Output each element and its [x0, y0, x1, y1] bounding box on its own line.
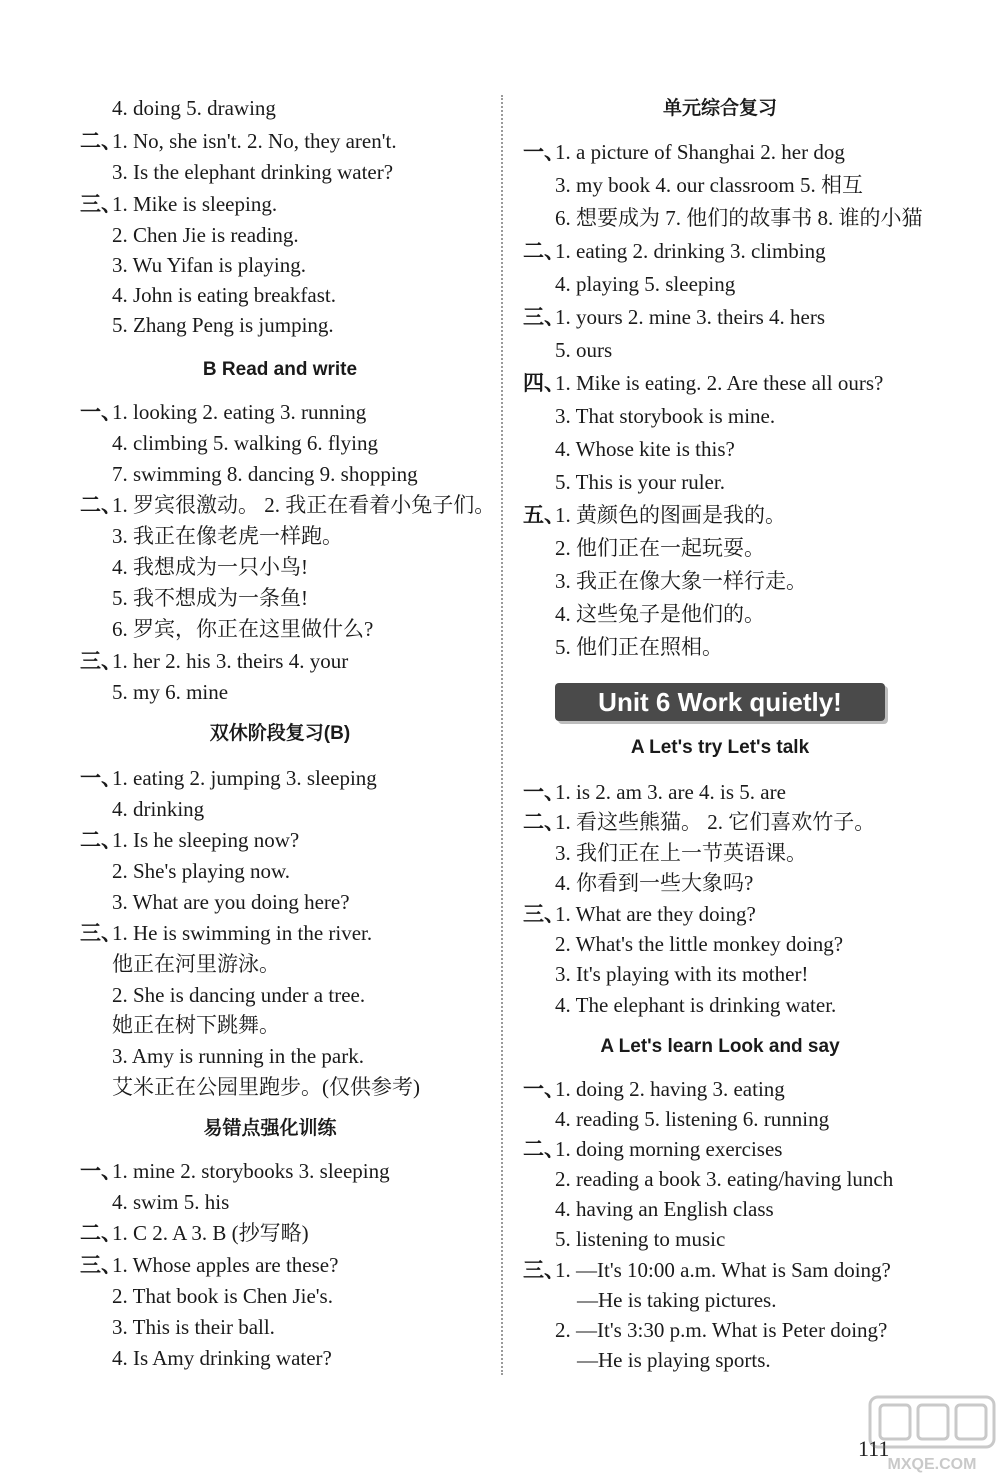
answer-line: 2. She's playing now. — [112, 859, 290, 883]
answer-line: 2. What's the little monkey doing? — [555, 932, 844, 956]
answer-line: 1. her 2. his 3. theirs 4. your — [112, 649, 349, 673]
section-heading: B Read and write — [202, 359, 358, 380]
answer-line: 1. 看这些熊猫。 2. 它们喜欢竹子。 — [555, 810, 876, 834]
answer-line: 1. —It's 10:00 a.m. What is Sam doing? — [555, 1258, 891, 1282]
answer-line: 3. Is the elephant drinking water? — [112, 160, 394, 184]
section-marker: 二、 — [523, 239, 565, 263]
answer-line: 2. —It's 3:30 p.m. What is Peter doing? — [555, 1318, 888, 1342]
answer-line: 2. 他们正在一起玩耍。 — [555, 536, 765, 560]
answer-line: 3. Wu Yifan is playing. — [112, 253, 306, 277]
section-marker: 二、 — [80, 493, 122, 517]
answer-line: 5. 他们正在照相。 — [555, 635, 723, 659]
section-marker: 五、 — [523, 503, 565, 527]
answer-line: 1. 罗宾很激动。 2. 我正在看着小兔子们。 — [112, 493, 496, 517]
answer-line: 5. 我不想成为一条鱼! — [112, 586, 308, 610]
answer-line: 3. 我正在像老虎一样跑。 — [112, 524, 343, 548]
answer-line: 6. 罗宾，你正在这里做什么? — [112, 617, 374, 641]
answer-line: 2. She is dancing under a tree. — [112, 983, 366, 1007]
answer-line: 1. eating 2. drinking 3. climbing — [555, 239, 826, 263]
answer-line: 4. John is eating breakfast. — [112, 283, 336, 307]
answer-line: 5. Zhang Peng is jumping. — [112, 313, 334, 337]
answer-line: 4. Is Amy drinking water? — [112, 1346, 332, 1370]
answer-line: 5. ours — [555, 338, 613, 362]
answer-line: 她正在树下跳舞。 — [112, 1013, 280, 1037]
answer-line: 4. swim 5. his — [112, 1190, 230, 1214]
section-marker: 二、 — [80, 828, 122, 852]
answer-line: —He is taking pictures. — [577, 1288, 777, 1312]
answer-line: 5. listening to music — [555, 1227, 726, 1251]
section-marker: 一、 — [523, 140, 565, 164]
answer-line: 1. He is swimming in the river. — [112, 921, 373, 945]
section-marker: 二、 — [523, 810, 565, 834]
answer-line: 1. yours 2. mine 3. theirs 4. hers — [555, 305, 826, 329]
watermark-text: MXQE.COM — [887, 1456, 977, 1473]
answer-line: 3. Amy is running in the park. — [112, 1044, 364, 1068]
answer-line: 4. drinking — [112, 797, 205, 821]
unit-banner — [555, 683, 885, 721]
section-heading: 易错点强化训练 — [203, 1118, 337, 1139]
answer-line: 1. Whose apples are these? — [112, 1253, 339, 1277]
page-number: 111 — [858, 1436, 890, 1461]
answer-line: 1. 黄颜色的图画是我的。 — [555, 503, 786, 527]
section-marker: 三、 — [523, 902, 565, 926]
answer-line: 2. Chen Jie is reading. — [112, 223, 299, 247]
answer-line: 1. mine 2. storybooks 3. sleeping — [112, 1159, 390, 1183]
section-marker: 一、 — [80, 400, 122, 424]
answer-line: 1. What are they doing? — [555, 902, 756, 926]
answer-line: 2. That book is Chen Jie's. — [112, 1284, 333, 1308]
answer-line: 7. swimming 8. dancing 9. shopping — [112, 462, 418, 486]
section-marker: 二、 — [80, 1221, 122, 1245]
unit-title: Unit 6 Work quietly! — [598, 687, 842, 717]
answer-line: —He is playing sports. — [577, 1348, 771, 1372]
answer-line: 3. 我正在像大象一样行走。 — [555, 569, 807, 593]
answer-line: 他正在河里游泳。 — [112, 952, 280, 976]
section-heading: A Let's learn Look and say — [600, 1036, 840, 1057]
answer-line: 5. my 6. mine — [112, 680, 229, 704]
answer-line: 1. No, she isn't. 2. No, they aren't. — [112, 129, 397, 153]
section-heading: A Let's try Let's talk — [630, 737, 810, 758]
answer-line: 1. Is he sleeping now? — [112, 828, 300, 852]
section-marker: 二、 — [523, 1137, 565, 1161]
answer-line: 2. reading a book 3. eating/having lunch — [555, 1167, 894, 1191]
answer-line: 4. Whose kite is this? — [555, 437, 735, 461]
answer-line: 1. Mike is sleeping. — [112, 192, 278, 216]
answer-line: 艾米正在公园里跑步。(仅供参考) — [112, 1075, 420, 1099]
answer-line: 3. my book 4. our classroom 5. 相互 — [555, 173, 863, 197]
section-marker: 二、 — [80, 129, 122, 153]
section-marker: 三、 — [523, 1258, 565, 1282]
section-marker: 一、 — [80, 766, 122, 790]
answer-line: 3. That storybook is mine. — [555, 404, 776, 428]
answer-line: 3. It's playing with its mother! — [555, 962, 809, 986]
answer-line: 4. doing 5. drawing — [112, 96, 276, 120]
answer-line: 1. looking 2. eating 3. running — [112, 400, 367, 424]
answer-line: 4. The elephant is drinking water. — [555, 993, 837, 1017]
answer-line: 4. 我想成为一只小鸟! — [112, 555, 308, 579]
answer-line: 4. having an English class — [555, 1197, 774, 1221]
section-marker: 一、 — [523, 780, 565, 804]
answer-line: 1. eating 2. jumping 3. sleeping — [112, 766, 377, 790]
section-marker: 三、 — [80, 1253, 122, 1277]
section-marker: 三、 — [80, 921, 122, 945]
section-marker: 四、 — [523, 371, 565, 395]
watermark-logo — [868, 1395, 996, 1475]
section-marker: 三、 — [523, 305, 565, 329]
section-marker: 三、 — [80, 192, 122, 216]
answer-line: 3. What are you doing here? — [112, 890, 350, 914]
answer-line: 1. a picture of Shanghai 2. her dog — [555, 140, 845, 164]
answer-line: 1. doing 2. having 3. eating — [555, 1077, 785, 1101]
answer-line: 4. playing 5. sleeping — [555, 272, 736, 296]
answer-line: 1. is 2. am 3. are 4. is 5. are — [555, 780, 786, 804]
section-marker: 三、 — [80, 649, 122, 673]
answer-line: 6. 想要成为 7. 他们的故事书 8. 谁的小猫 — [555, 206, 923, 230]
answer-line: 3. This is their ball. — [112, 1315, 275, 1339]
section-marker: 一、 — [523, 1077, 565, 1101]
answer-line: 1. doing morning exercises — [555, 1137, 783, 1161]
answer-line: 4. climbing 5. walking 6. flying — [112, 431, 378, 455]
answer-line: 4. 你看到一些大象吗? — [555, 871, 754, 895]
answer-line: 5. This is your ruler. — [555, 470, 725, 494]
section-heading: 单元综合复习 — [662, 98, 777, 119]
column-divider — [501, 95, 503, 1375]
answer-line: 1. Mike is eating. 2. Are these all ours? — [555, 371, 884, 395]
answer-line: 4. reading 5. listening 6. running — [555, 1107, 830, 1131]
section-heading: 双休阶段复习(B) — [209, 723, 351, 744]
section-marker: 一、 — [80, 1159, 122, 1183]
answer-line: 3. 我们正在上一节英语课。 — [555, 841, 807, 865]
answer-line: 4. 这些兔子是他们的。 — [555, 602, 765, 626]
answer-line: 1. C 2. A 3. B (抄写略) — [112, 1221, 309, 1245]
